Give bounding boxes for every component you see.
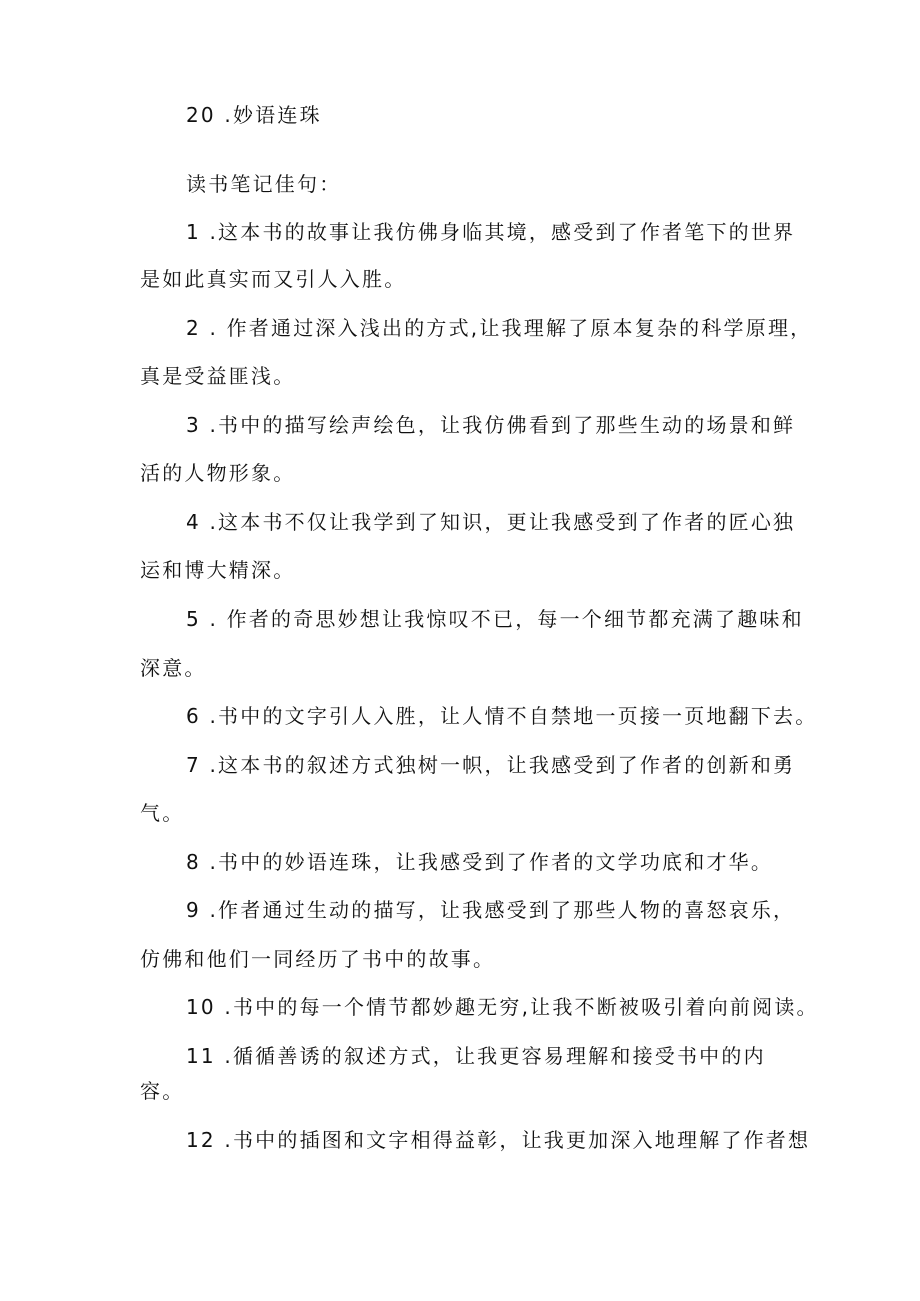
text-line: 活的人物形象。: [140, 461, 296, 485]
text-line: 是如此真实而又引人入胜。: [140, 267, 407, 291]
text-line: 运和博大精深。: [140, 558, 296, 582]
text-line: 1 .这本书的故事让我仿佛身临其境，感受到了作者笔下的世界: [186, 220, 796, 244]
text-line: 深意。: [140, 656, 207, 680]
text-line: 5 . 作者的奇思妙想让我惊叹不已，每一个细节都充满了趣味和: [186, 607, 804, 631]
text-line: 7 .这本书的叙述方式独树一帜，让我感受到了作者的创新和勇: [186, 753, 796, 777]
section-heading: 20 .妙语连珠: [186, 103, 322, 127]
text-line: 真是受益匪浅。: [140, 364, 296, 388]
text-line: 11 .循循善诱的叙述方式，让我更容易理解和接受书中的内: [186, 1044, 766, 1068]
text-line: 容。: [140, 1079, 185, 1103]
text-line: 仿佛和他们一同经历了书中的故事。: [140, 947, 496, 971]
text-line: 8 .书中的妙语连珠，让我感受到了作者的文学功底和才华。: [186, 850, 774, 874]
section-subheading: 读书笔记佳句：: [186, 172, 342, 196]
text-line: 2 . 作者通过深入浅出的方式,让我理解了原本复杂的科学原理，: [186, 316, 813, 340]
text-line: 气。: [140, 801, 185, 825]
text-line: 3 .书中的描写绘声绘色，让我仿佛看到了那些生动的场景和鲜: [186, 413, 796, 437]
text-line: 6 .书中的文字引人入胜，让人情不自禁地一页接一页地翻下去。: [186, 704, 818, 728]
text-line: 12 .书中的插图和文字相得益彰，让我更加深入地理解了作者想: [186, 1128, 811, 1152]
text-line: 9 .作者通过生动的描写，让我感受到了那些人物的喜怒哀乐，: [186, 898, 796, 922]
text-line: 10 .书中的每一个情节都妙趣无穷,让我不断被吸引着向前阅读。: [186, 995, 819, 1019]
text-line: 4 .这本书不仅让我学到了知识，更让我感受到了作者的匠心独: [186, 510, 796, 534]
